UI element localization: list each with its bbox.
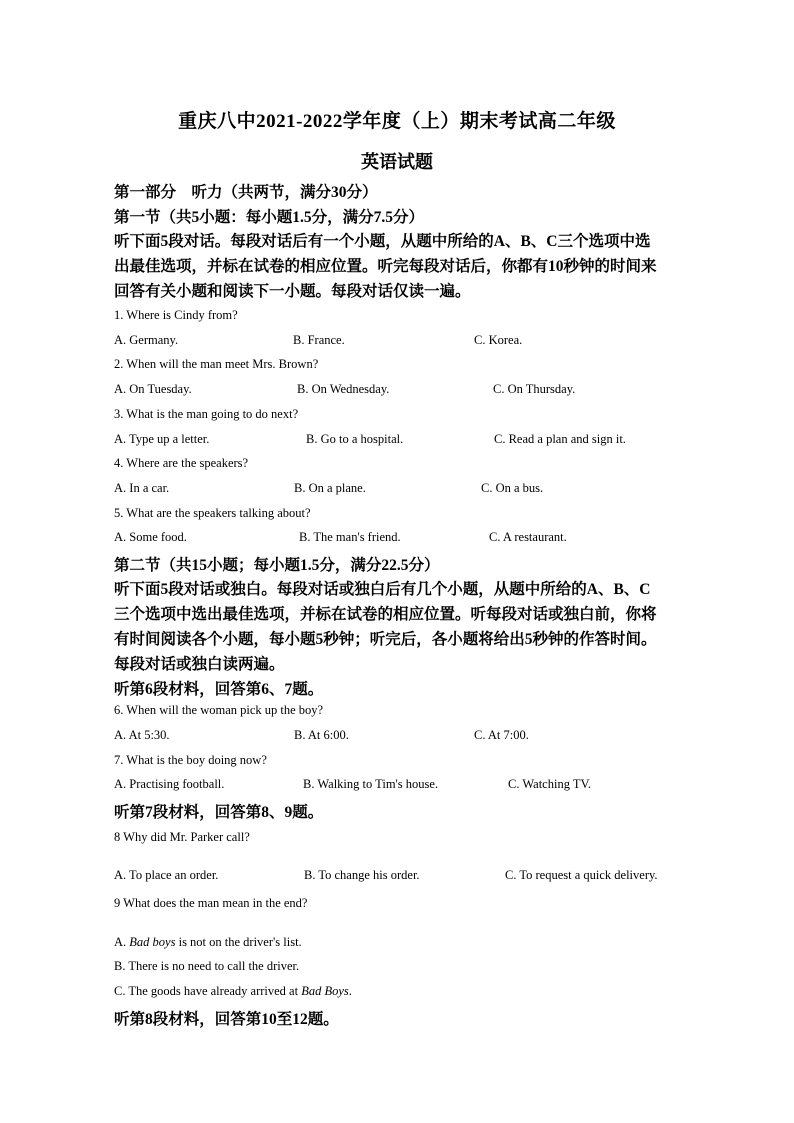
option-prefix: A. bbox=[114, 935, 130, 949]
option-b: B. Walking to Tim's house. bbox=[303, 777, 439, 791]
option-b: B. The man's friend. bbox=[299, 530, 401, 544]
instruction-line: 听下面5段对话或独白。每段对话或独白后有几个小题，从题中所给的A、B、C bbox=[114, 581, 651, 598]
option-a: A. Practising football. bbox=[114, 777, 225, 791]
option-b: B. Go to a hospital. bbox=[306, 432, 404, 446]
option-b: B. At 6:00. bbox=[294, 728, 349, 742]
question-7: 7. What is the boy doing now? bbox=[114, 753, 267, 767]
option-c bbox=[114, 984, 352, 999]
material-7-heading: 听第7段材料，回答第8、9题。 bbox=[114, 804, 324, 821]
instruction-line: 听下面5段对话。每段对话后有一个小题，从题中所给的A、B、C三个选项中选 bbox=[114, 233, 651, 250]
option-c: C. To request a quick delivery. bbox=[505, 868, 658, 882]
option-b: B. France. bbox=[293, 333, 345, 347]
option-c: C. On Thursday. bbox=[493, 382, 576, 396]
part1-heading: 第一部分 听力（共两节，满分30分） bbox=[114, 184, 378, 201]
question-6: 6. When will the woman pick up the boy? bbox=[114, 703, 324, 717]
instruction-line: 每段对话或独白读两遍。 bbox=[114, 656, 285, 673]
instruction-line: 出最佳选项，并标在试卷的相应位置。听完每段对话后，你都有10秒钟的时间来 bbox=[114, 258, 657, 275]
question-8: 8 Why did Mr. Parker call? bbox=[114, 830, 250, 844]
option-suffix: . bbox=[348, 984, 352, 998]
option-b: B. On Wednesday. bbox=[297, 382, 390, 396]
material-6-heading: 听第6段材料，回答第6、7题。 bbox=[114, 681, 324, 698]
option-a: A. Germany. bbox=[114, 333, 179, 347]
option-a: A. To place an order. bbox=[114, 868, 219, 882]
material-8-heading: 听第8段材料，回答第10至12题。 bbox=[114, 1011, 339, 1028]
option-b: B. On a plane. bbox=[294, 481, 366, 495]
option-c: C. Korea. bbox=[474, 333, 523, 347]
question-5: 5. What are the speakers talking about? bbox=[114, 506, 311, 520]
question-2: 2. When will the man meet Mrs. Brown? bbox=[114, 357, 319, 371]
option-prefix: C. The goods have already arrived at bbox=[114, 984, 302, 998]
section1-heading: 第一节（共5小题：每小题1.5分，满分7.5分） bbox=[114, 209, 425, 226]
option-a: A. In a car. bbox=[114, 481, 170, 495]
question-3: 3. What is the man going to do next? bbox=[114, 407, 299, 421]
option-c: C. At 7:00. bbox=[474, 728, 529, 742]
option-b: B. There is no need to call the driver. bbox=[114, 959, 300, 973]
option-a: A. At 5:30. bbox=[114, 728, 170, 742]
option-a: A. On Tuesday. bbox=[114, 382, 192, 396]
option-c: C. On a bus. bbox=[481, 481, 544, 495]
option-a: A. Some food. bbox=[114, 530, 187, 544]
option-b: B. To change his order. bbox=[304, 868, 420, 882]
instruction-line: 回答有关小题和阅读下一小题。每段对话仅读一遍。 bbox=[114, 283, 471, 300]
question-1: 1. Where is Cindy from? bbox=[114, 308, 238, 322]
section2-instructions bbox=[114, 577, 689, 677]
question-4: 4. Where are the speakers? bbox=[114, 456, 249, 470]
option-suffix: is not on the driver's list. bbox=[175, 935, 302, 949]
instruction-line: 三个选项中选出最佳选项，并标在试卷的相应位置。听每段对话或独白前，你将 bbox=[114, 606, 657, 623]
question-9: 9 What does the man mean in the end? bbox=[114, 896, 308, 910]
section2-heading: 第二节（共15小题；每小题1.5分，满分22.5分） bbox=[114, 557, 440, 574]
option-italic-text: Bad Boys bbox=[301, 984, 349, 998]
instruction-line: 有时间阅读各个小题，每小题5秒钟；听完后，各小题将给出5秒钟的作答时间。 bbox=[114, 631, 657, 648]
exam-title: 重庆八中2021-2022学年度（上）期末考试高二年级 bbox=[178, 111, 616, 132]
option-c: C. Watching TV. bbox=[508, 777, 592, 791]
option-c: C. Read a plan and sign it. bbox=[494, 432, 626, 446]
option-a: A. Type up a letter. bbox=[114, 432, 210, 446]
exam-subtitle: 英语试题 bbox=[361, 152, 433, 172]
option-c: C. A restaurant. bbox=[489, 530, 567, 544]
option-a bbox=[114, 935, 302, 950]
option-italic-text: Bad boys bbox=[129, 935, 176, 949]
section1-instructions bbox=[114, 229, 689, 304]
